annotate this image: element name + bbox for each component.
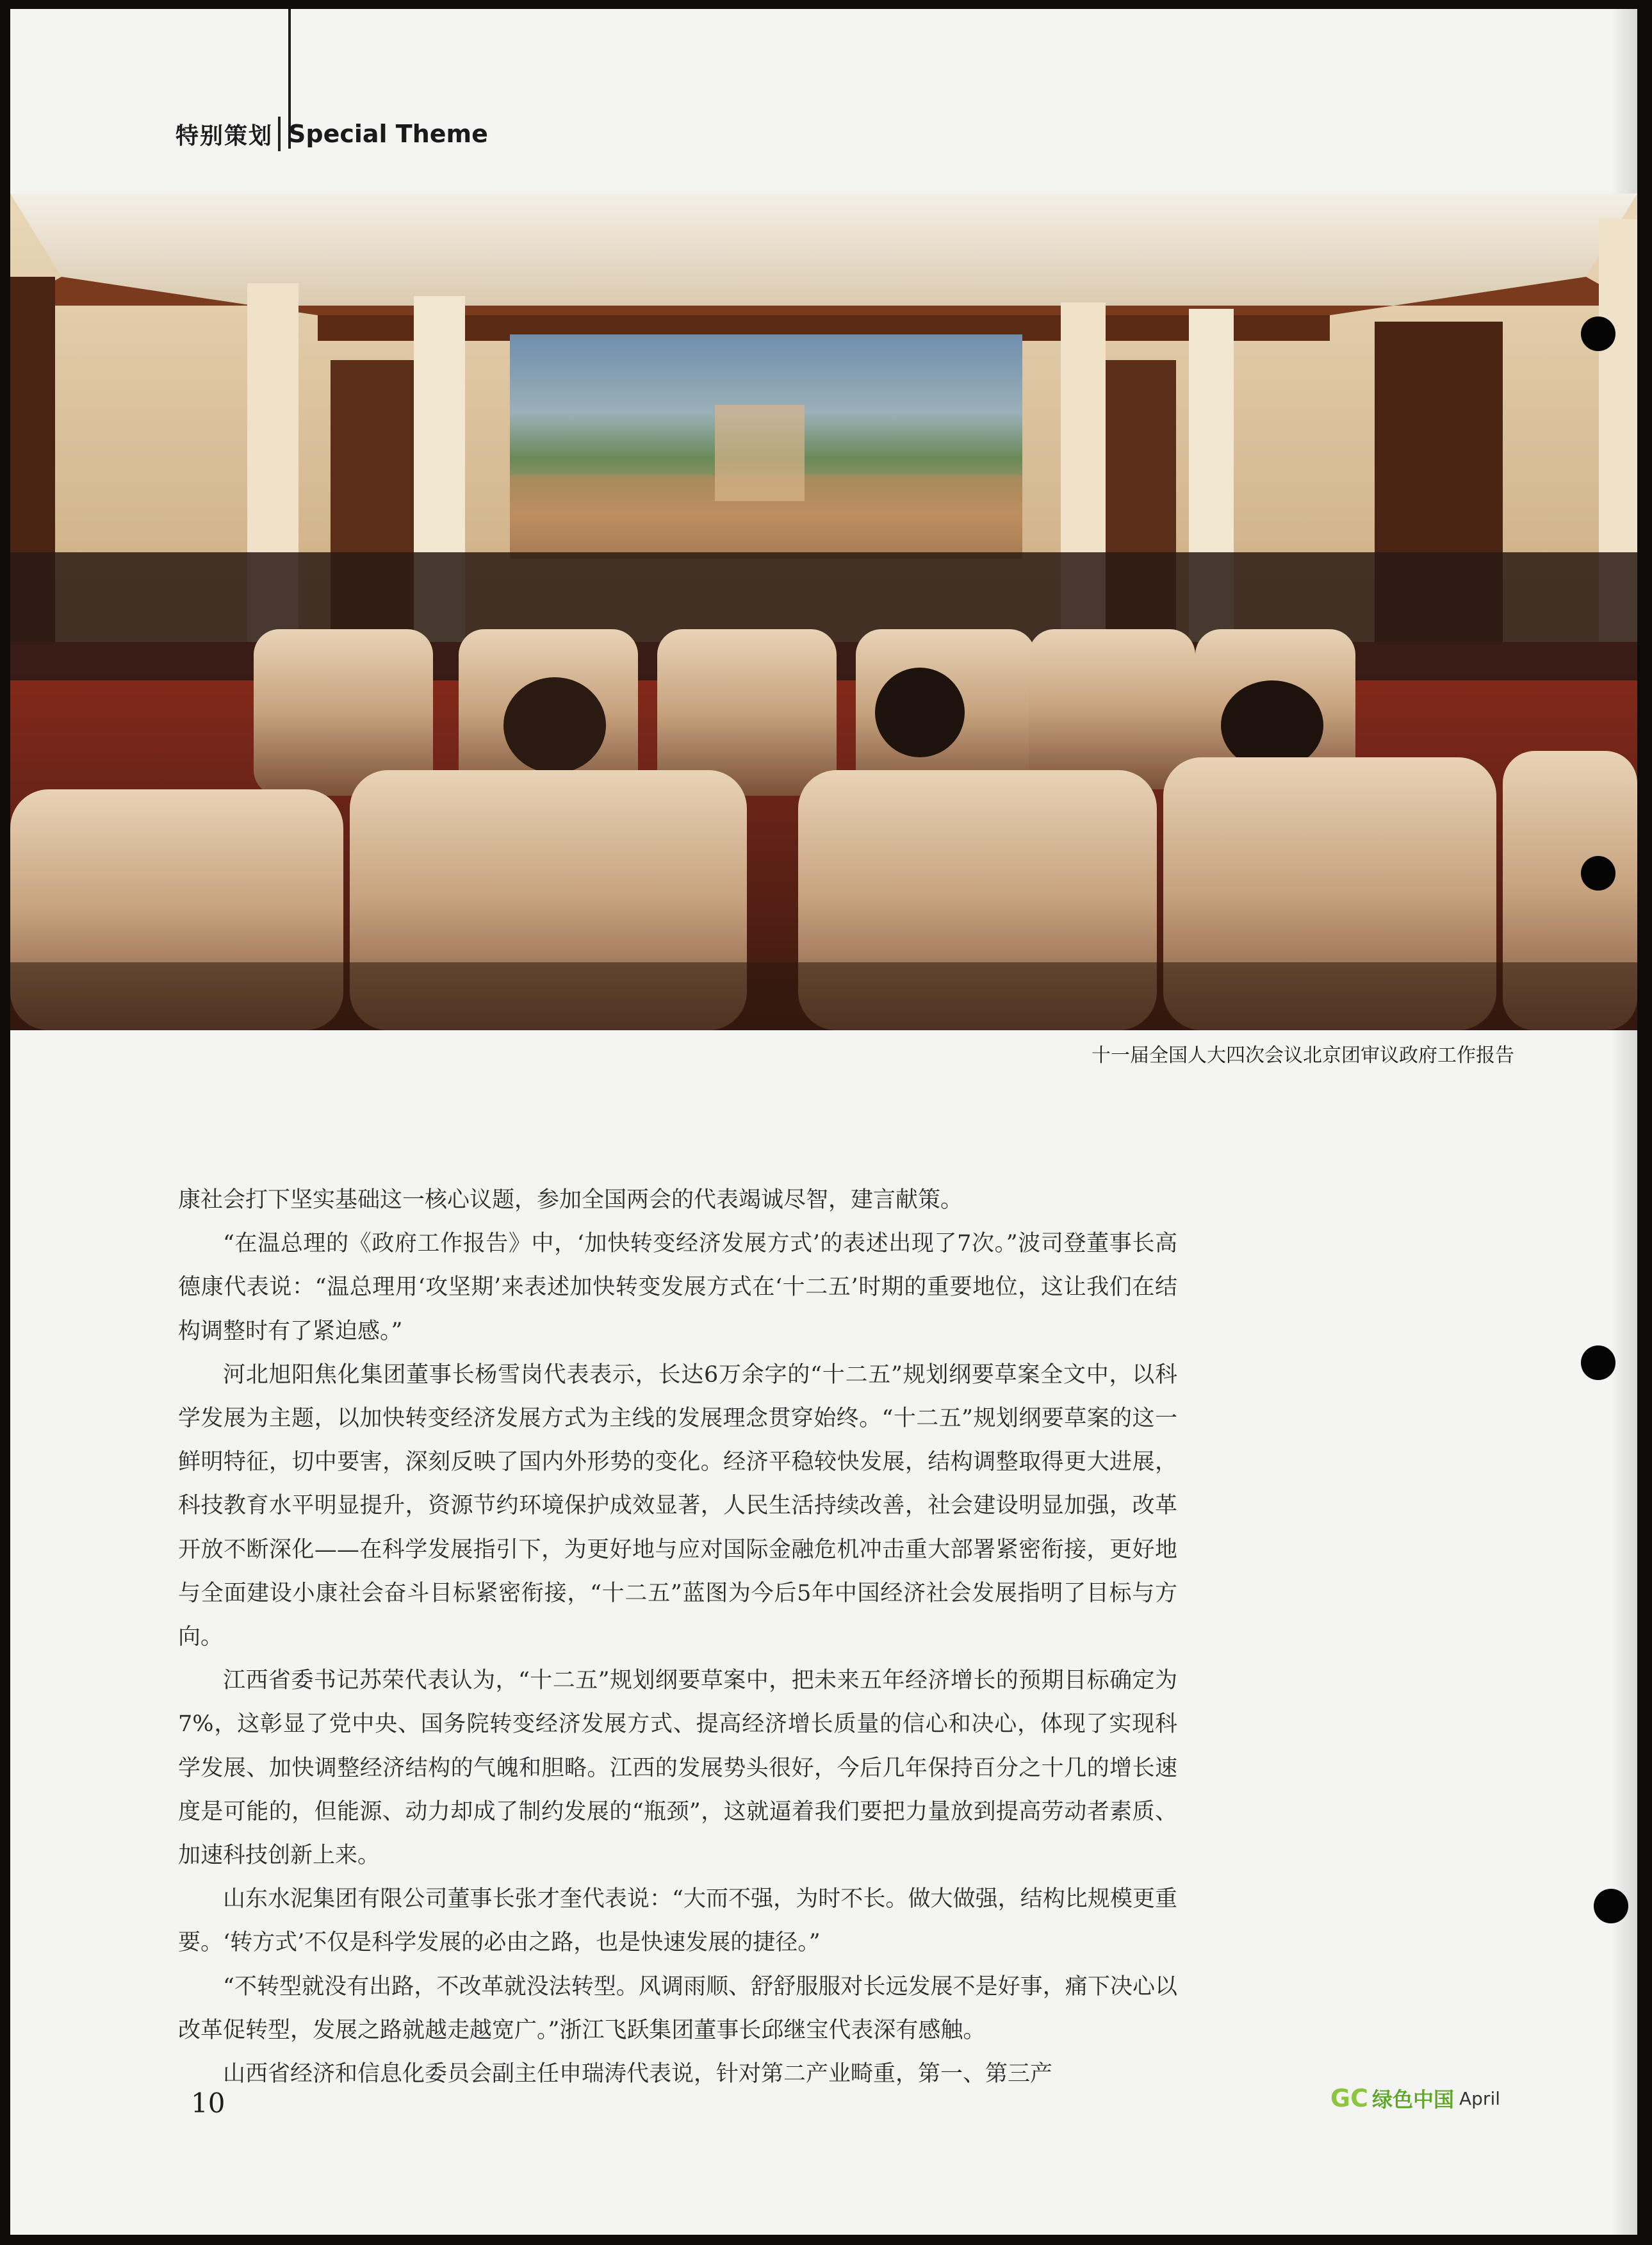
- article-paragraph: “在温总理的《政府工作报告》中，‘加快转变经济发展方式’的表述出现了7次。”波司登董事长高德康代表说：“温总理用‘攻坚期’来表述加快转变发展方式在‘十二五’时期的重要地位，这让我们在结构调整时有了紧迫感。”: [178, 1231, 1177, 1344]
- magazine-page: [10, 9, 1637, 2235]
- article-paragraph: “不转型就没有出路，不改革就没法转型。风调雨顺、舒舒服服对长远发展不是好事，痛下决心以改革促转型，发展之路就越走越宽广。”浙江飞跃集团董事长邱继宝代表深有感触。: [178, 1973, 1177, 2043]
- article-body: [178, 1178, 1177, 2096]
- binder-hole: [1581, 856, 1615, 891]
- article-paragraph: 江西省委书记苏荣代表认为，“十二五”规划纲要草案中，把未来五年经济增长的预期目标确定为7%，这彰显了党中央、国务院转变经济发展方式、提高经济增长质量的信心和决心，体现了实现科学发展、加快调整经济结构的气魄和胆略。江西的发展势头很好，今后几年保持百分之十几的增长速度是可能的，但能源、动力却成了制约发展的“瓶颈”，这就逼着我们要把力量放到提高劳动者素质、加速科技创新上来。: [178, 1668, 1177, 1869]
- article-paragraph: 康社会打下坚实基础这一核心议题，参加全国两会的代表竭诚尽智，建言献策。: [178, 1187, 963, 1213]
- section-title-cn: 特别策划: [176, 122, 274, 149]
- section-title-divider: [278, 117, 281, 151]
- photo-caption: 十一届全国人大四次会议北京团审议政府工作报告: [1092, 1044, 1514, 1067]
- issue-month: April: [1459, 2087, 1500, 2109]
- magazine-name: 绿色中国: [1371, 2087, 1454, 2112]
- binder-hole: [1581, 1345, 1615, 1380]
- binder-hole: [1594, 1889, 1628, 1923]
- magazine-logo: GC: [1330, 2084, 1368, 2112]
- magazine-footer: [1330, 2084, 1500, 2113]
- binder-hole: [1581, 317, 1615, 351]
- section-header: [176, 111, 488, 156]
- page-number: 10: [191, 2087, 225, 2119]
- section-title-en: Special Theme: [288, 120, 488, 148]
- article-paragraph: 河北旭阳焦化集团董事长杨雪岗代表表示，长达6万余字的“十二五”规划纲要草案全文中，以科学发展为主题，以加快转变经济发展方式为主线的发展理念贯穿始终。“十二五”规划纲要草案的这一鲜明特征，切中要害，深刻反映了国内外形势的变化。经济平稳较快发展，结构调整取得更大进展，科技教育水平明显提升，资源节约环境保护成效显著，人民生活持续改善，社会建设明显加强，改革开放不断深化——在科学发展指引下，为更好地与应对国际金融危机冲击重大部署紧密衔接，更好地与全面建设小康社会奋斗目标紧密衔接，“十二五”蓝图为今后5年中国经济社会发展指明了目标与方向。: [178, 1361, 1177, 1650]
- article-paragraph: 山西省经济和信息化委员会副主任申瑞涛代表说，针对第二产业畸重，第一、第三产: [223, 2061, 1053, 2087]
- article-paragraph: 山东水泥集团有限公司董事长张才奎代表说：“大而不强，为时不长。做大做强，结构比规模更重要。‘转方式’不仅是科学发展的必由之路，也是快速发展的捷径。”: [178, 1886, 1177, 1956]
- meeting-hall-photo: [10, 193, 1637, 1030]
